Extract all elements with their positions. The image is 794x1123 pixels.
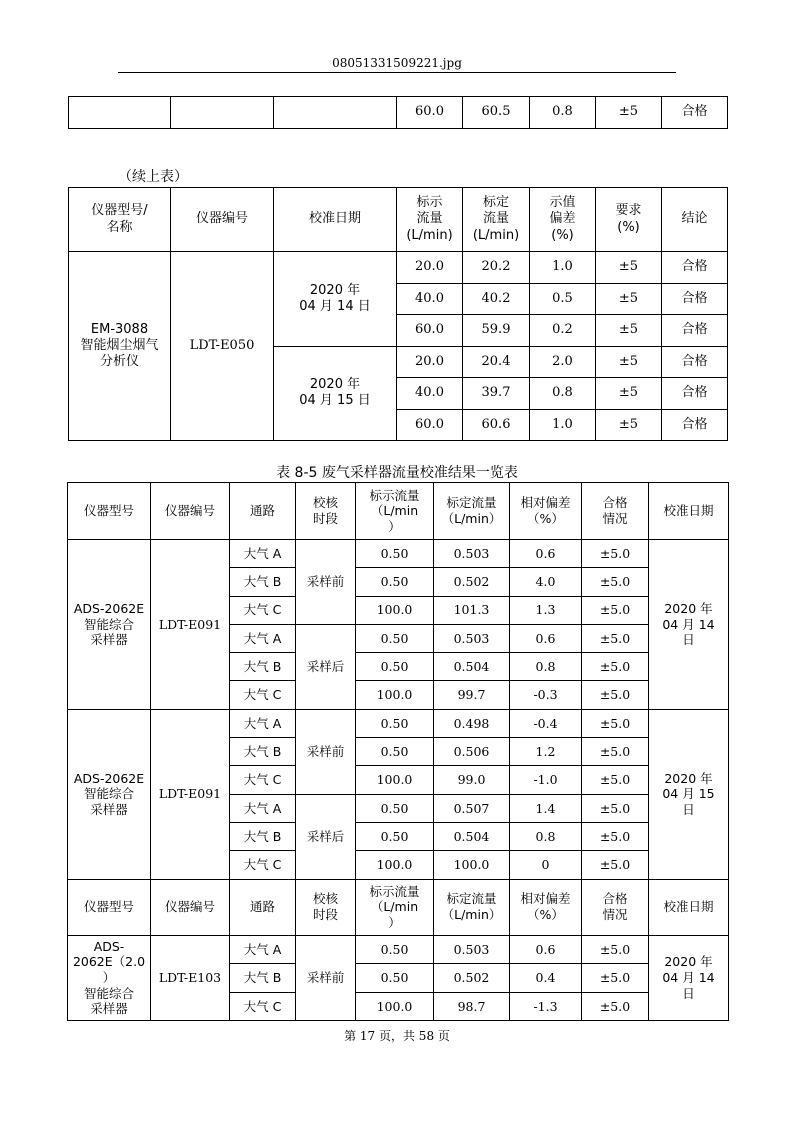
column-header: 校准日期 [649,879,729,935]
page-header-filename: 08051331509221.jpg [332,56,462,70]
column-header: 仪器编号 [171,188,274,252]
table-cell: ±5.0 [582,964,649,993]
table-cell: -1.0 [510,766,582,794]
channel: 大气 B [230,653,296,681]
column-header: 仪器型号/ 名称 [69,188,171,252]
table-cell: 101.3 [434,596,510,624]
table-cell: 20.4 [463,346,530,378]
table-cell: ±5.0 [582,568,649,596]
table-cell: ±5.0 [582,681,649,709]
channel: 大气 C [230,992,296,1021]
table-cell: 0.498 [434,709,510,737]
table-cell: ±5.0 [582,851,649,879]
column-header: 要求 (%) [596,188,662,252]
table-row [68,879,729,935]
table-cell: 0.50 [356,624,434,652]
table-cell: 100.0 [356,766,434,794]
column-header: 相对偏差 （%） [510,879,582,935]
table-cell: ±5 [596,315,662,347]
table-cell: ±5.0 [582,596,649,624]
table-cell: 0.502 [434,568,510,596]
channel: 大气 C [230,596,296,624]
table-cell: -0.4 [510,709,582,737]
table-cell: ±5.0 [582,653,649,681]
check-period: 采样前 [296,709,356,794]
channel: 大气 B [230,964,296,993]
column-header: 标定流量 （L/min） [434,483,510,540]
table-cell: 合格 [662,378,728,410]
column-header: 标定 流量 (L/min) [463,188,530,252]
table-cell: ±5 [596,252,662,284]
channel: 大气 C [230,681,296,709]
column-header: 仪器型号 [68,483,151,540]
table-cell: 0.8 [510,822,582,850]
table-cell: 100.0 [356,681,434,709]
table-cell: 20.0 [397,346,463,378]
top-continuation-table [68,96,728,129]
table-cell: 0.2 [530,315,596,347]
column-header: 仪器编号 [151,879,230,935]
table-cell: 1.2 [510,738,582,766]
table-cell: 40.0 [397,378,463,410]
column-header: 合格 情况 [582,483,649,540]
table-cell: ±5 [596,409,662,441]
table-cell: 0.50 [356,738,434,766]
table-cell: ±5 [596,346,662,378]
channel: 大气 A [230,794,296,822]
table-cell: 1.0 [530,409,596,441]
table-row [68,540,729,568]
table-cell: 0.507 [434,794,510,822]
table-cell: 4.0 [510,568,582,596]
table-cell: 1.0 [530,252,596,284]
table-cell: 60.0 [397,97,463,129]
column-header: 校核 时段 [296,483,356,540]
channel: 大气 A [230,540,296,568]
table-row [68,935,729,964]
column-header: 校核 时段 [296,879,356,935]
channel: 大气 A [230,935,296,964]
check-period: 采样前 [296,540,356,625]
column-header: 示值 偏差 (%) [530,188,596,252]
instrument-model: ADS-2062E 智能综合 采样器 [68,709,151,879]
table-cell: 0 [510,851,582,879]
continued-label: （续上表） [118,169,188,185]
table-cell: ±5.0 [582,624,649,652]
table-cell: 0.503 [434,624,510,652]
table-cell: 合格 [662,283,728,315]
table-cell: ±5.0 [582,992,649,1021]
table-cell: 0.504 [434,822,510,850]
column-header: 标示 流量 (L/min) [397,188,463,252]
instrument-id: LDT-E103 [151,935,230,1021]
table-cell: 合格 [662,346,728,378]
table-cell: 0.5 [530,283,596,315]
table-cell [171,97,274,129]
table-cell: 100.0 [356,596,434,624]
table-row [69,97,728,129]
table-cell: 99.0 [434,766,510,794]
table-cell: ±5.0 [582,709,649,737]
sampler-calibration-table [67,482,729,1021]
table-cell: 合格 [662,97,728,129]
table-cell: 60.0 [397,409,463,441]
column-header: 校准日期 [649,483,729,540]
table-cell [69,97,171,129]
table-cell: 0.8 [530,97,596,129]
table-cell: 1.4 [510,794,582,822]
table-cell: 1.3 [510,596,582,624]
channel: 大气 B [230,568,296,596]
table-cell: 0.8 [510,653,582,681]
table-cell: 20.2 [463,252,530,284]
table-cell: 0.502 [434,964,510,993]
table-cell: 40.2 [463,283,530,315]
table-cell: 100.0 [356,992,434,1021]
table-cell: 合格 [662,252,728,284]
table-cell: 40.0 [397,283,463,315]
column-header: 通路 [230,879,296,935]
column-header: 合格 情况 [582,879,649,935]
column-header: 标示流量 （L/min ） [356,483,434,540]
check-period: 采样后 [296,624,356,709]
table-cell: 0.50 [356,822,434,850]
table-row [69,252,728,284]
calibration-date: 2020 年 04 月 14 日 [274,252,397,347]
page-footer: 第 17 页，共 58 页 [344,1029,450,1043]
calibration-date: 2020 年 04 月 14 日 [649,540,729,710]
table-caption: 表 8-5 废气采样器流量校准结果一览表 [276,465,518,481]
instrument-id: LDT-E091 [151,540,230,710]
table-cell: 0.503 [434,935,510,964]
column-header: 相对偏差 （%） [510,483,582,540]
table-cell: 99.7 [434,681,510,709]
table-cell: 2.0 [530,346,596,378]
check-period: 采样后 [296,794,356,879]
table-cell: 0.6 [510,624,582,652]
table-cell: 60.5 [463,97,530,129]
channel: 大气 A [230,709,296,737]
instrument-id: LDT-E091 [151,709,230,879]
instrument-model: ADS- 2062E（2.0 ） 智能综合 采样器 [68,935,151,1021]
table-cell: ±5 [596,97,662,129]
table-cell: ±5.0 [582,794,649,822]
channel: 大气 B [230,822,296,850]
table-cell: ±5.0 [582,822,649,850]
table-cell: 0.6 [510,935,582,964]
table-cell: 60.0 [397,315,463,347]
table-cell [274,97,397,129]
table-row [68,709,729,737]
column-header: 标定流量 （L/min） [434,879,510,935]
table-cell: 59.9 [463,315,530,347]
table-cell: 0.4 [510,964,582,993]
table-cell: 0.6 [510,540,582,568]
column-header: 通路 [230,483,296,540]
table-cell: 39.7 [463,378,530,410]
table-cell: 0.506 [434,738,510,766]
table-cell: ±5.0 [582,766,649,794]
table-cell: 98.7 [434,992,510,1021]
table-cell: ±5 [596,283,662,315]
instrument-model: EM-3088 智能烟尘烟气 分析仪 [69,252,171,441]
table-cell: 100.0 [434,851,510,879]
table-cell: 0.50 [356,540,434,568]
channel: 大气 C [230,766,296,794]
header-rule [118,72,676,73]
column-header: 标示流量 （L/min ） [356,879,434,935]
channel: 大气 A [230,624,296,652]
table-cell: 0.50 [356,709,434,737]
column-header: 校准日期 [274,188,397,252]
table-cell: -0.3 [510,681,582,709]
table-row [68,483,729,540]
instrument-id: LDT-E050 [171,252,274,441]
calibration-date: 2020 年 04 月 14 日 [649,935,729,1021]
channel: 大气 B [230,738,296,766]
table-cell: 0.50 [356,935,434,964]
table-cell: 0.50 [356,964,434,993]
column-header: 仪器型号 [68,879,151,935]
instrument-model: ADS-2062E 智能综合 采样器 [68,540,151,710]
table-cell: 0.504 [434,653,510,681]
column-header: 结论 [662,188,728,252]
table-cell: ±5.0 [582,738,649,766]
column-header: 仪器编号 [151,483,230,540]
check-period: 采样前 [296,935,356,1021]
table-cell: ±5 [596,378,662,410]
table-row [69,188,728,252]
table-cell: 合格 [662,315,728,347]
table-cell: 0.50 [356,653,434,681]
table-cell: ±5.0 [582,935,649,964]
table-cell: 合格 [662,409,728,441]
table-cell: 0.50 [356,794,434,822]
channel: 大气 C [230,851,296,879]
table-cell: 20.0 [397,252,463,284]
table-cell: 100.0 [356,851,434,879]
table-cell: -1.3 [510,992,582,1021]
calibration-date: 2020 年 04 月 15 日 [274,346,397,441]
table-cell: 60.6 [463,409,530,441]
flow-calibration-table-1 [68,187,728,441]
table-cell: 0.503 [434,540,510,568]
table-cell: ±5.0 [582,540,649,568]
calibration-date: 2020 年 04 月 15 日 [649,709,729,879]
table-cell: 0.8 [530,378,596,410]
table-cell: 0.50 [356,568,434,596]
